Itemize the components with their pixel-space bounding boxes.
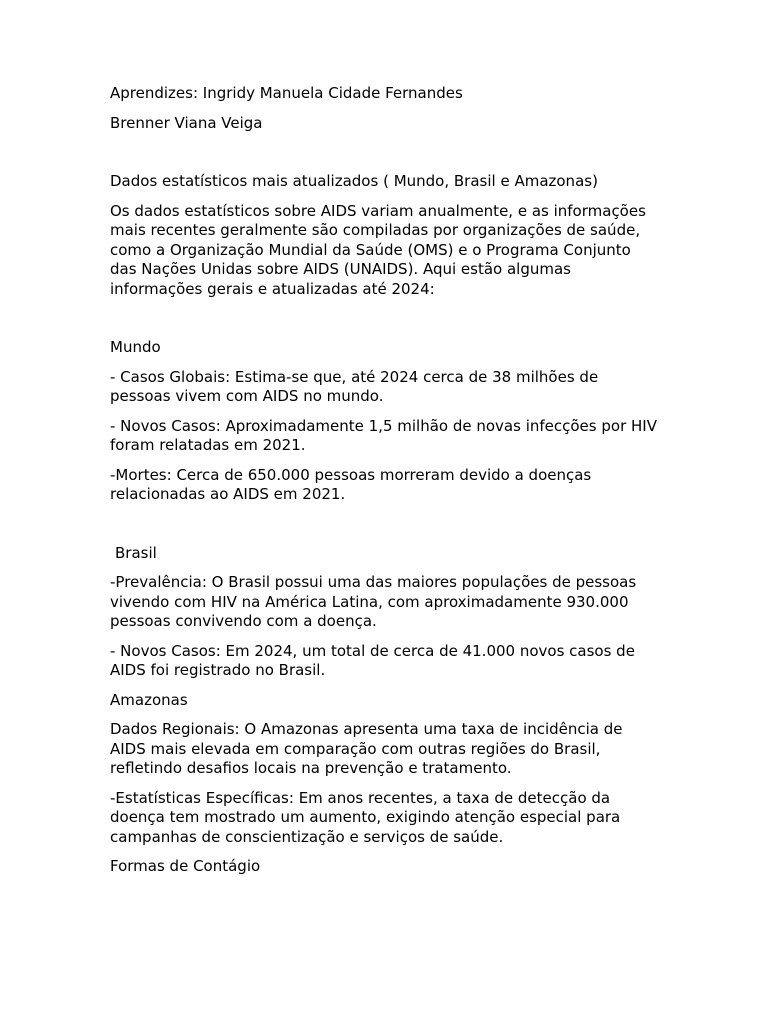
brasil-item-novos-casos: - Novos Casos: Em 2024, um total de cerca de 41.000 novos casos de AIDS foi registrado no Brasil.: [110, 641, 635, 679]
mundo-heading: Mundo: [110, 338, 161, 356]
mundo-item-casos-globais: - Casos Globais: Estima-se que, até 2024 cerca de 38 milhões de pessoas vivem com AIDS no mundo.: [110, 367, 599, 405]
section-title: Dados estatísticos mais atualizados ( Mundo, Brasil e Amazonas): [110, 172, 598, 190]
amazonas-item-dados-regionais: Dados Regionais: O Amazonas apresenta uma taxa de incidência de AIDS mais elevada em comparação com outras regiões do Brasil, refletindo desafios locais na prevenção e tratamento.: [110, 720, 623, 777]
document-page: [110, 84, 658, 877]
mundo-item-novos-casos: - Novos Casos: Aproximadamente 1,5 milhão de novas infecções por HIV foram relatadas em 2021.: [110, 416, 657, 454]
authors-line-2: Brenner Viana Veiga: [110, 113, 263, 132]
mundo-item-mortes: -Mortes: Cerca de 650.000 pessoas morreram devido a doenças relacionadas ao AIDS em 2021.: [110, 465, 592, 503]
formas-de-contagio-heading: Formas de Contágio: [110, 857, 261, 875]
brasil-heading: Brasil: [115, 543, 157, 562]
brasil-item-prevalencia: -Prevalência: O Brasil possui uma das maiores populações de pessoas vivendo com HIV na América Latina, com aproximadamente 930.000 pessoas convivendo com a doença.: [110, 573, 637, 630]
intro-paragraph: Os dados estatísticos sobre AIDS variam anualmente, e as informações mais recentes geralmente são compiladas por organizações de saúde, como a Organização Mundial da Saúde (OMS) e o Programa Conjunto das Nações Unidas sobre AIDS (UNAIDS). Aqui estão algumas informações gerais e atualizadas até 2024:: [110, 201, 646, 298]
amazonas-heading: Amazonas: [110, 690, 188, 709]
authors-line-1: Aprendizes: Ingridy Manuela Cidade Fernandes: [110, 84, 463, 102]
amazonas-item-estatisticas: -Estatísticas Específicas: Em anos recentes, a taxa de detecção da doença tem mostrado um aumento, exigindo atenção especial para campanhas de conscientização e serviços de saúde.: [110, 788, 621, 846]
